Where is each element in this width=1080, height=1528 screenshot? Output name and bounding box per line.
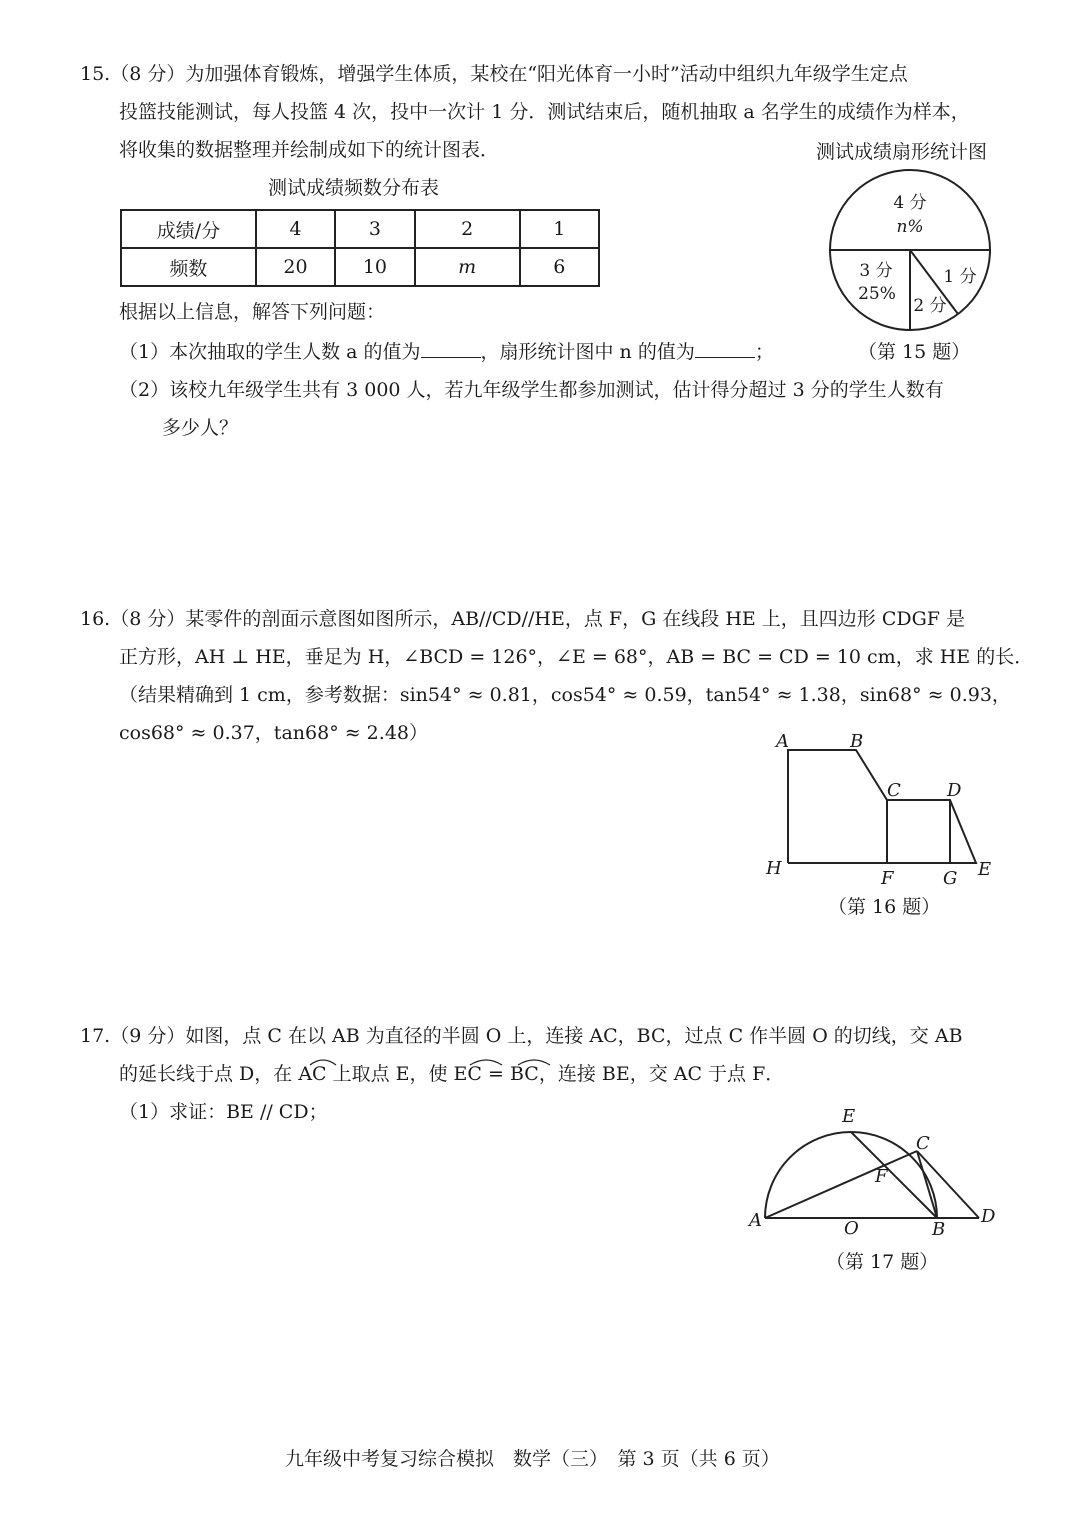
point-label-B: B xyxy=(850,731,864,752)
answer-blank-a[interactable] xyxy=(421,339,481,358)
page-footer: 九年级中考复习综合模拟 数学（三） 第 3 页（共 6 页） xyxy=(285,1448,780,1470)
q15-sub-question-2-line-1: （2）该校九年级学生共有 3 000 人，若九年级学生都参加测试，估计得分超过 3 分的学生人数有 xyxy=(119,379,944,401)
point-label-F: F xyxy=(875,1166,888,1187)
point-label-D: D xyxy=(947,780,962,801)
q16-line-1: 16.（8 分）某零件的剖面示意图如图所示，AB//CD//HE，点 F，G 在线段 HE 上，且四边形 CDGF 是 xyxy=(80,608,966,630)
q16-line-3: （结果精确到 1 cm，参考数据：sin54° ≈ 0.81，cos54° ≈ 0.59，tan54° ≈ 1.38，sin68° ≈ 0.93， xyxy=(119,684,1011,706)
table-row-header xyxy=(121,210,599,248)
table-cell: 4 xyxy=(256,210,335,248)
point-label-H: H xyxy=(766,858,782,879)
point-label-B: B xyxy=(932,1219,946,1240)
pie-chart xyxy=(820,168,1000,334)
table-cell: 2 xyxy=(415,210,520,248)
answer-blank-n[interactable] xyxy=(695,339,755,358)
table-cell: 频数 xyxy=(121,248,256,286)
q17-line-2: 的延长线于点 D，在 AC 上取点 E，使 EC = BC，连接 BE，交 AC 于点 F． xyxy=(119,1063,785,1085)
q15-sub-question-2-line-2: 多少人？ xyxy=(162,417,239,439)
point-label-E: E xyxy=(842,1106,856,1127)
q15-sub1-text-c: ； xyxy=(754,341,774,363)
semicircle xyxy=(765,1132,937,1218)
table-cell: 6 xyxy=(520,248,599,286)
q17-sub-question-1: （1）求证：BE // CD； xyxy=(119,1101,328,1123)
point-label-G: G xyxy=(943,868,958,889)
table-cell: 10 xyxy=(335,248,414,286)
table-cell: 成绩/分 xyxy=(121,210,256,248)
point-label-A: A xyxy=(749,1210,762,1231)
frequency-table xyxy=(120,209,600,287)
pie-label-score4-percent: n% xyxy=(896,217,924,237)
q16-figure-caption: （第 16 题） xyxy=(828,896,941,918)
arc-marks xyxy=(304,1053,554,1067)
table-cell: 3 xyxy=(335,210,414,248)
q15-sub-question-1 xyxy=(119,338,774,366)
point-label-C: C xyxy=(887,780,901,801)
table-cell: 20 xyxy=(256,248,335,286)
pie-label-score3-percent: 25% xyxy=(858,284,896,304)
q15-prompt: 根据以上信息，解答下列问题： xyxy=(119,301,386,323)
part-outline xyxy=(788,750,976,863)
q16-line-4: cos68° ≈ 0.37，tan68° ≈ 2.48） xyxy=(119,722,428,744)
point-label-A: A xyxy=(776,731,789,752)
arc-mark-BC xyxy=(518,1060,550,1065)
pie-label-score2: 2 分 xyxy=(913,296,947,316)
pie-label-score4: 4 分 xyxy=(893,193,927,213)
point-label-O: O xyxy=(844,1218,859,1239)
q17-figure-caption: （第 17 题） xyxy=(826,1251,939,1273)
q15-line-3: 将收集的数据整理并绘制成如下的统计图表． xyxy=(119,139,500,161)
point-label-E: E xyxy=(978,859,992,880)
q15-figure-caption: （第 15 题） xyxy=(858,341,971,363)
q17-figure xyxy=(745,1100,1005,1240)
q15-sub1-text-b: ，扇形统计图中 n 的值为 xyxy=(480,341,695,363)
frequency-table-title: 测试成绩频数分布表 xyxy=(268,177,440,199)
point-label-D: D xyxy=(981,1206,996,1227)
pie-chart-title: 测试成绩扇形统计图 xyxy=(816,141,988,163)
q15-sub1-text-a: （1）本次抽取的学生人数 a 的值为 xyxy=(119,341,421,363)
arc-mark-EC xyxy=(470,1060,502,1065)
pie-label-score3: 3 分 xyxy=(859,261,893,281)
q15-line-1: 15.（8 分）为加强体育锻炼，增强学生体质，某校在“阳光体育一小时”活动中组织九年级学生定点 xyxy=(80,63,908,85)
pie-label-score1: 1 分 xyxy=(943,267,977,287)
table-cell: m xyxy=(415,248,520,286)
arc-mark-AC xyxy=(310,1060,336,1065)
q16-figure xyxy=(760,725,1000,895)
q17-line-1: 17.（9 分）如图，点 C 在以 AB 为直径的半圆 O 上，连接 AC，BC，过点 C 作半圆 O 的切线，交 AB xyxy=(80,1025,963,1047)
q16-line-2: 正方形，AH ⊥ HE，垂足为 H，∠BCD = 126°，∠E = 68°，AB = BC = CD = 10 cm，求 HE 的长． xyxy=(119,646,1034,668)
table-row-frequency xyxy=(121,248,599,286)
point-label-C: C xyxy=(916,1133,930,1154)
point-label-F: F xyxy=(881,868,894,889)
table-cell: 1 xyxy=(520,210,599,248)
q15-line-2: 投篮技能测试，每人投篮 4 次，投中一次计 1 分．测试结束后，随机抽取 a 名学生的成绩作为样本， xyxy=(119,101,970,123)
